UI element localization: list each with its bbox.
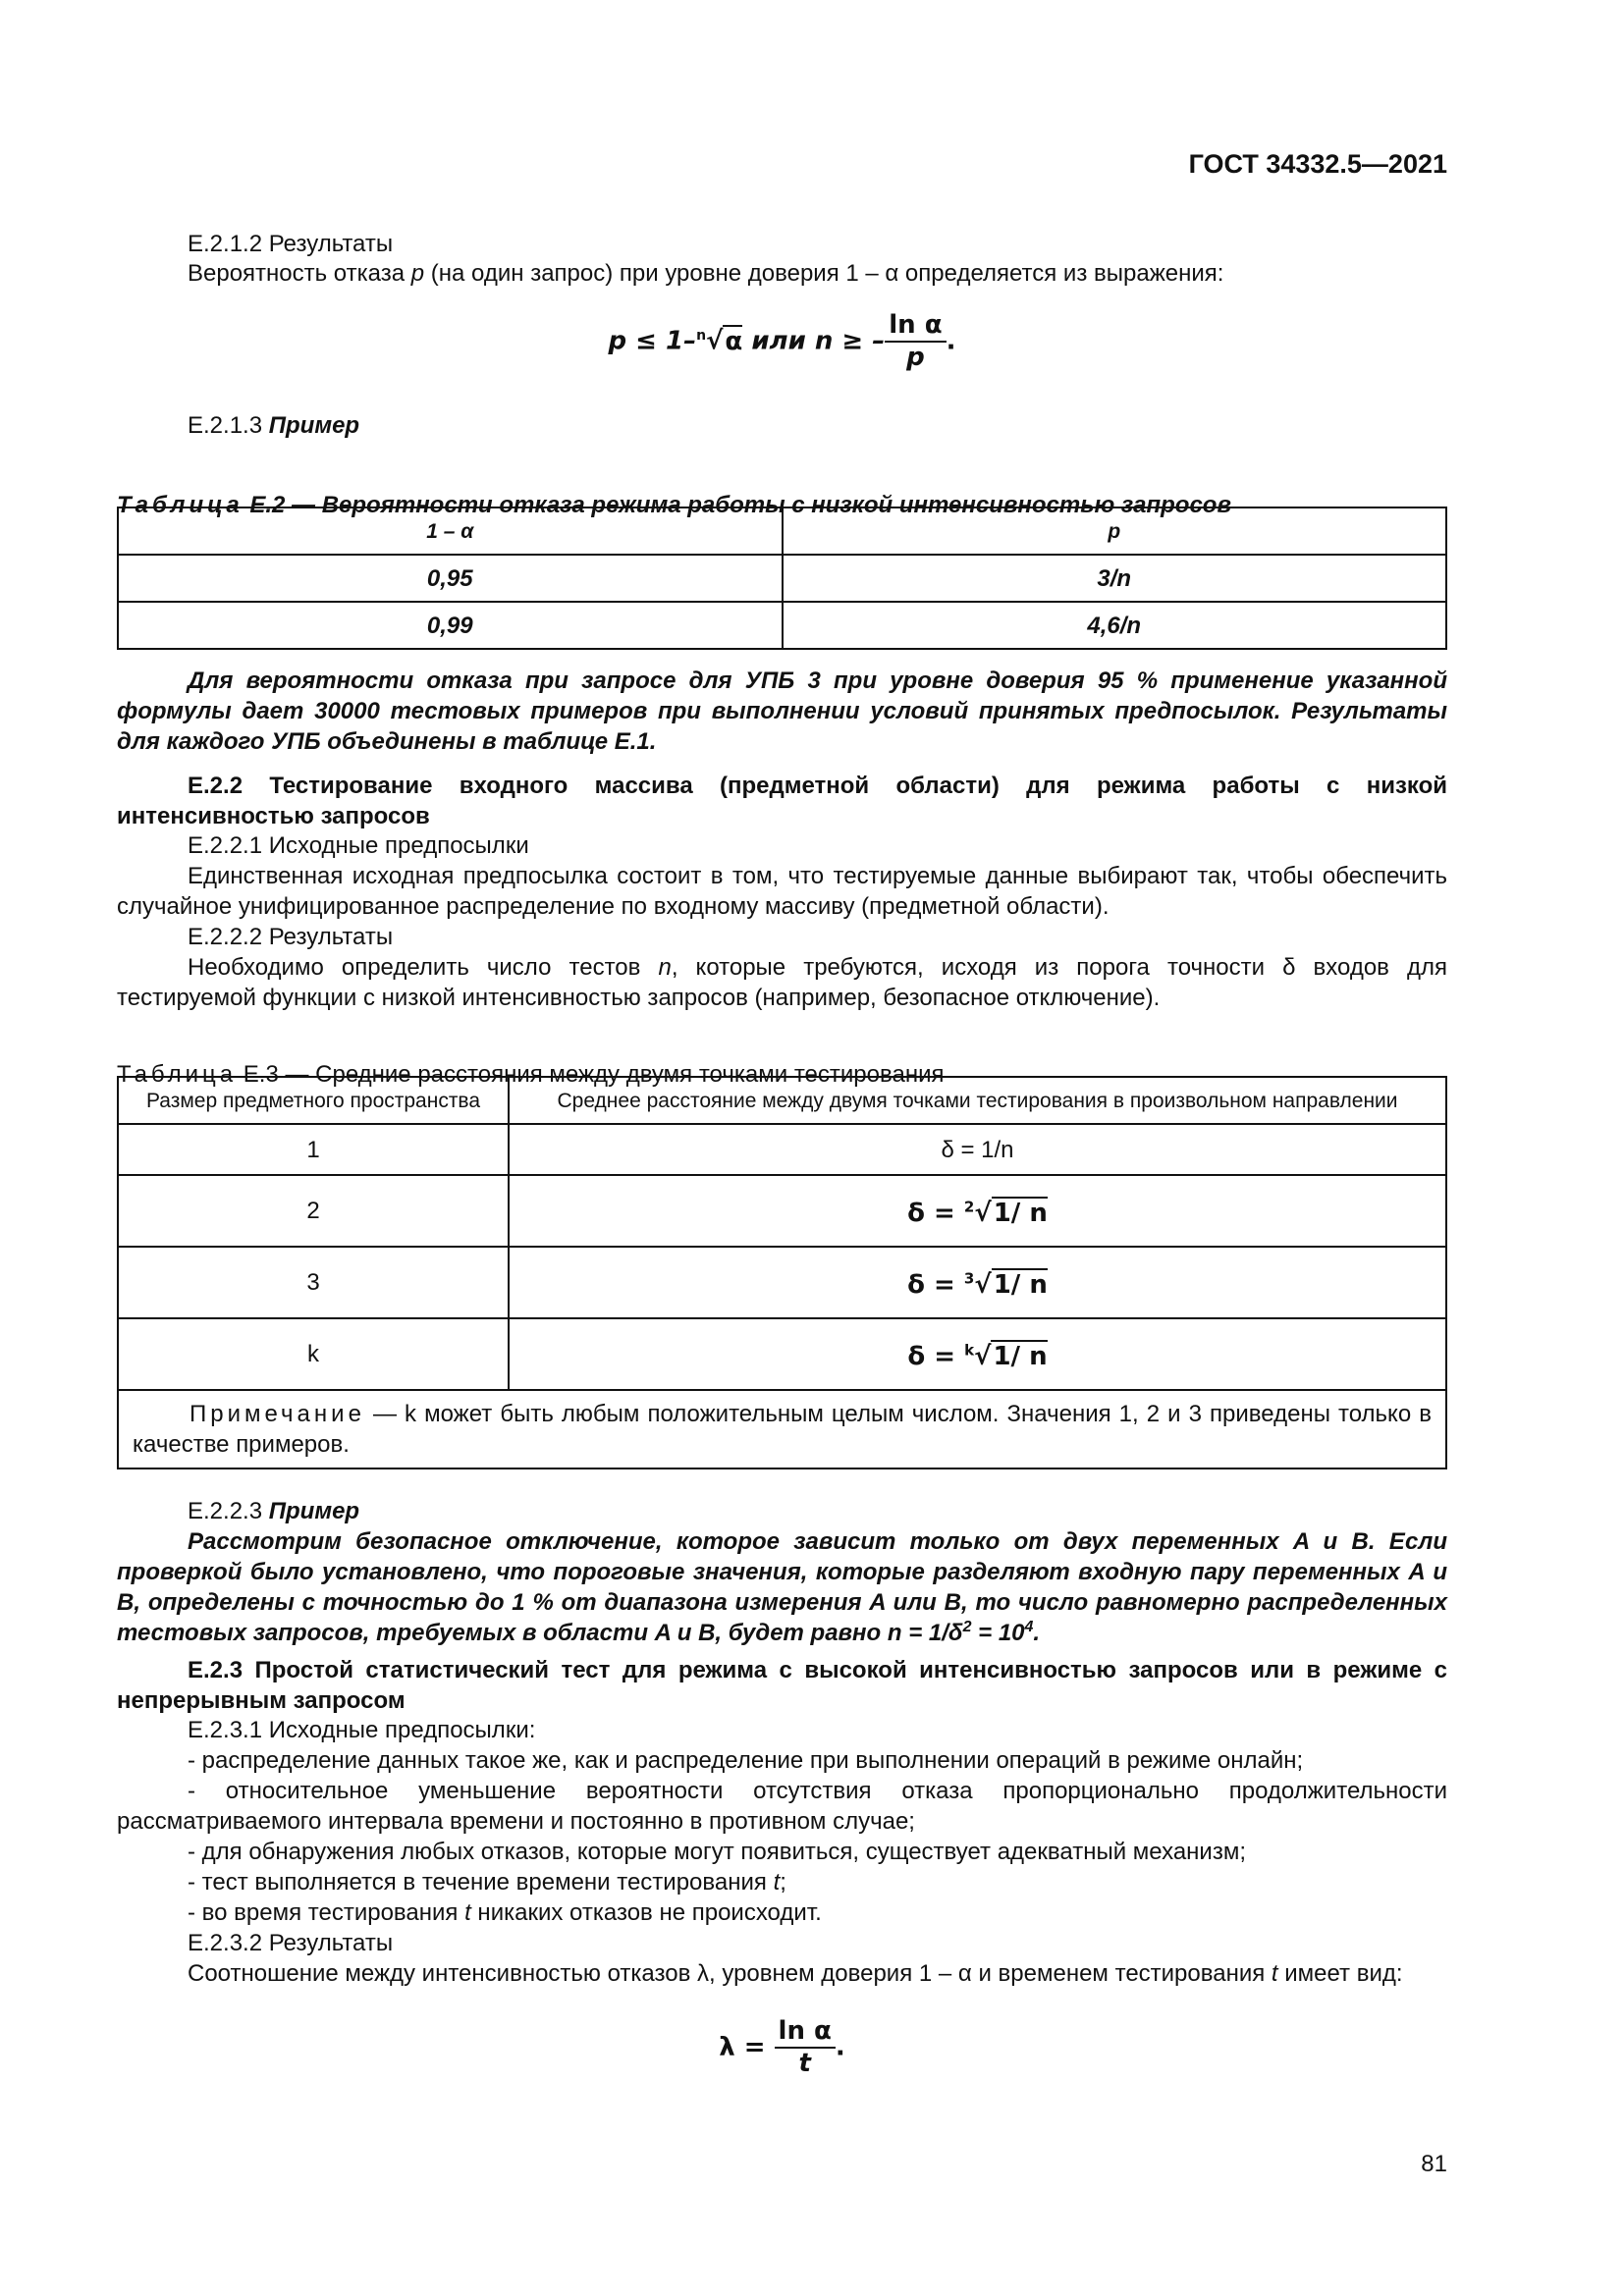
table-e3-caption: Таблица Е.3 — Средние расстояния между двумя точками тестирования bbox=[117, 1061, 945, 1088]
section-e212-heading: Е.2.1.2 Результаты bbox=[188, 231, 394, 257]
table-cell: δ = 1/n bbox=[509, 1124, 1446, 1175]
section-e221-text: Единственная исходная предпосылка состоит в том, что тестируемые данные выбирают так, чтобы обеспечить случайное унифицированное распределение по входному массиву (предметной области). bbox=[117, 863, 1447, 920]
table-cell bbox=[509, 1247, 1446, 1318]
list-item: - во время тестирования t никаких отказов не происходит. bbox=[188, 1899, 822, 1926]
table-e3-note: Примечание — k может быть любым положительным целым числом. Значения 1, 2 и 3 приведены только в качестве примеров. bbox=[118, 1390, 1446, 1468]
document-header: ГОСТ 34332.5—2021 bbox=[1188, 149, 1447, 179]
root-formula: δ = $^3$√1/ n bbox=[907, 1269, 1048, 1301]
table-cell: 0,99 bbox=[118, 602, 783, 649]
table-header-cell: Среднее расстояние между двумя точками тестирования в произвольном направлении bbox=[509, 1077, 1446, 1124]
section-e22-heading: Е.2.2 Тестирование входного массива (предметной области) для режима работы с низкой интенсивностью запросов bbox=[117, 773, 1447, 829]
table-cell: 3 bbox=[118, 1247, 509, 1318]
section-e222-heading: Е.2.2.2 Результаты bbox=[188, 924, 394, 950]
table-row bbox=[118, 1175, 1446, 1247]
section-e23-heading: Е.2.3 Простой статистический тест для режима с высокой интенсивностью запросов или в режиме с непрерывным запросом bbox=[117, 1657, 1447, 1714]
table-row bbox=[118, 507, 1446, 555]
list-item: - распределение данных такое же, как и распределение при выполнении операций в режиме онлайн; bbox=[188, 1747, 1304, 1774]
root-formula: δ = $^k$√1/ n bbox=[907, 1341, 1048, 1372]
section-e221-heading: Е.2.2.1 Исходные предпосылки bbox=[188, 832, 529, 859]
table-row bbox=[118, 1077, 1446, 1124]
root-formula: δ = $^2$√1/ n bbox=[907, 1198, 1048, 1229]
formula-p-bound: p ≤ 1–$^n$√α или n ≥ – $\frac{\text{ln α}}{p}$ . bbox=[608, 310, 956, 372]
table-row bbox=[118, 1318, 1446, 1390]
list-item: - для обнаружения любых отказов, которые могут появиться, существует адекватный механизм; bbox=[188, 1839, 1246, 1865]
section-e222-text: Необходимо определить число тестов n, которые требуются, исходя из порога точности δ входов для тестируемой функции с низкой интенсивностью запросов (например, безопасное отключение). bbox=[117, 954, 1447, 1011]
paragraph-e2-note: Для вероятности отказа при запросе для УПБ 3 при уровне доверия 95 % применение указанной формулы дает 30000 тестовых примеров при выполнении условий принятых предпосылок. Результаты для каждого УПБ объединены в таблице Е.1. bbox=[117, 667, 1447, 755]
table-row bbox=[118, 602, 1446, 649]
page-number: 81 bbox=[1421, 2151, 1447, 2177]
table-row bbox=[118, 1390, 1446, 1468]
formula-fraction: $\frac{\text{ln α}}{p}$ bbox=[885, 310, 946, 373]
table-cell: 0,95 bbox=[118, 555, 783, 602]
table-cell: 4,6/n bbox=[783, 602, 1447, 649]
section-e223-heading: Е.2.2.3 Пример bbox=[188, 1498, 360, 1524]
table-header-cell: p bbox=[783, 507, 1447, 555]
table-row bbox=[118, 1124, 1446, 1175]
table-row bbox=[118, 555, 1446, 602]
table-cell bbox=[509, 1318, 1446, 1390]
table-header-cell: 1 – α bbox=[118, 507, 783, 555]
table-e2-caption: Таблица Е.2 — Вероятности отказа режима работы с низкой интенсивностью запросов bbox=[117, 492, 1231, 518]
section-e223-text: Рассмотрим безопасное отключение, которое зависит только от двух переменных A и B. Если проверкой было установлено, что пороговые значения, которые разделяют входную пару переменных A и B, определены с точностью до 1 % от диапазона измерения A или B, то число равномерно распределенных тестовых запросов, требуемых в области A и B, будет равно $n = 1/\delta^2 = 10^4$. bbox=[117, 1528, 1447, 1646]
list-item: - тест выполняется в течение времени тестирования t; bbox=[188, 1869, 786, 1896]
table-cell: 3/n bbox=[783, 555, 1447, 602]
table-header-cell: Размер предметного пространства bbox=[118, 1077, 509, 1124]
table-cell: 1 bbox=[118, 1124, 509, 1175]
table-e2 bbox=[117, 507, 1447, 650]
section-e232-text: Соотношение между интенсивностью отказов λ, уровнем доверия 1 – α и временем тестирования t имеет вид: bbox=[188, 1960, 1403, 1987]
list-item: - относительное уменьшение вероятности отсутствия отказа пропорционально продолжительности рассматриваемого интервала времени и постоянно в противном случае; bbox=[117, 1778, 1447, 1835]
section-e213-heading: Е.2.1.3 Пример bbox=[188, 412, 360, 439]
formula-lambda: λ = $\frac{\text{ln α}}{t}$ . bbox=[719, 2016, 845, 2078]
formula-fraction: $\frac{\text{ln α}}{t}$ bbox=[775, 2016, 836, 2079]
table-e3 bbox=[117, 1076, 1447, 1469]
section-e231-heading: Е.2.3.1 Исходные предпосылки: bbox=[188, 1717, 536, 1743]
table-cell: k bbox=[118, 1318, 509, 1390]
section-e212-text: Вероятность отказа p (на один запрос) при уровне доверия 1 – α определяется из выражения: bbox=[188, 260, 1224, 287]
table-row bbox=[118, 1247, 1446, 1318]
section-e232-heading: Е.2.3.2 Результаты bbox=[188, 1930, 394, 1956]
table-cell: 2 bbox=[118, 1175, 509, 1247]
table-cell bbox=[509, 1175, 1446, 1247]
